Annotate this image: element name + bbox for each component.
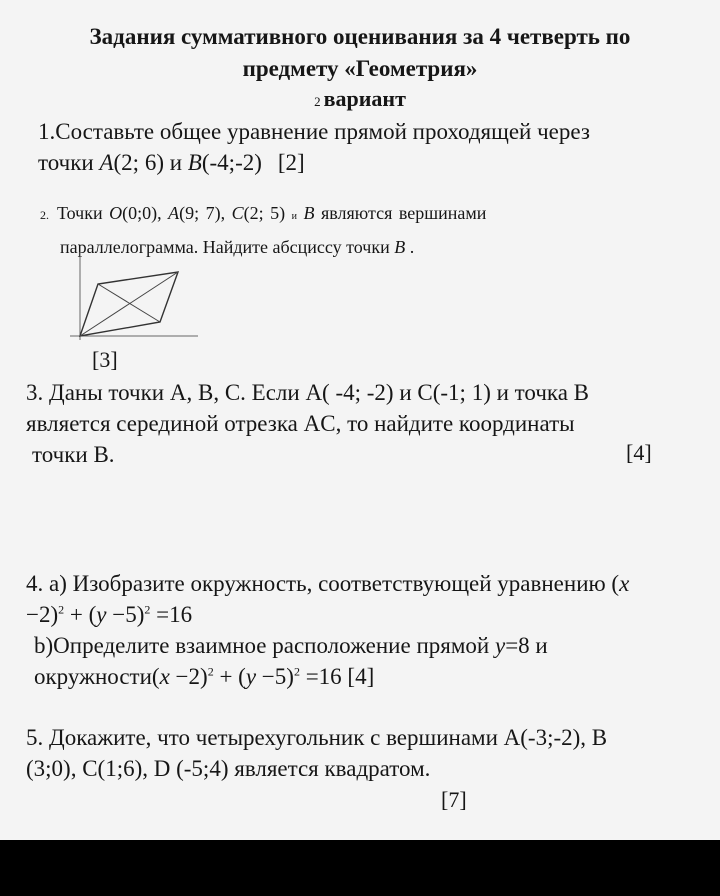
variant-number: 2 bbox=[314, 94, 321, 109]
task-2-line-2: параллелограмма. Найдите абсциссу точки B . bbox=[60, 237, 415, 257]
task-2-score: [3] bbox=[92, 347, 118, 372]
task-5-score: [7] bbox=[441, 787, 467, 812]
task-5-line-1: 5. Докажите, что четырехугольник с вершинами A(-3;-2), B bbox=[26, 725, 608, 750]
variant-heading bbox=[0, 86, 720, 112]
diagonal-ob bbox=[80, 272, 178, 336]
task-4-line-4: окружности(x $-2)^2 + (y -5)^2 =16$ [4] bbox=[34, 664, 375, 689]
task-4-line-2: $-2)^2 + (y -5)^2 =16$ bbox=[26, 602, 193, 627]
task-4 bbox=[26, 568, 629, 692]
task-3-line-1: 3. Даны точки A, B, C. Если A( -4; -2) и C(-1; 1) и точка B bbox=[26, 380, 590, 405]
task-1-line-2: точки A(2; 6) и B(-4;-2) [2] bbox=[38, 150, 305, 175]
task-1-line-1: 1.Составьте общее уравнение прямой проходящей через bbox=[38, 119, 590, 144]
title-line-2: предмету «Геометрия» bbox=[242, 56, 478, 81]
title-line-1: Задания суммативного оценивания за 4 четверть по bbox=[89, 24, 631, 49]
task-2-line-1: 2. Точки O(0;0), A(9; 7), C(2; 5) и B являются вершинами bbox=[40, 203, 487, 223]
task-3-line-2: является серединой отрезка AC, то найдите координаты bbox=[26, 411, 575, 436]
variant-label: вариант bbox=[323, 86, 406, 111]
task-4-line-3: b)Определите взаимное расположение прямой y=8 и bbox=[34, 633, 548, 658]
task-5-line-2: (3;0), C(1;6), D (-5;4) является квадратом. bbox=[26, 756, 431, 781]
task-4-line-1: 4. а) Изобразите окружность, соответствующей уравнению (x bbox=[26, 571, 630, 596]
task-5 bbox=[26, 722, 607, 784]
task-3-score: [4] bbox=[626, 440, 652, 465]
task-3 bbox=[26, 377, 696, 470]
parallelogram-figure bbox=[64, 250, 204, 350]
task-1 bbox=[38, 116, 590, 178]
task-1-score: [2] bbox=[277, 150, 305, 175]
task-3-line-3: точки B. bbox=[32, 442, 115, 467]
